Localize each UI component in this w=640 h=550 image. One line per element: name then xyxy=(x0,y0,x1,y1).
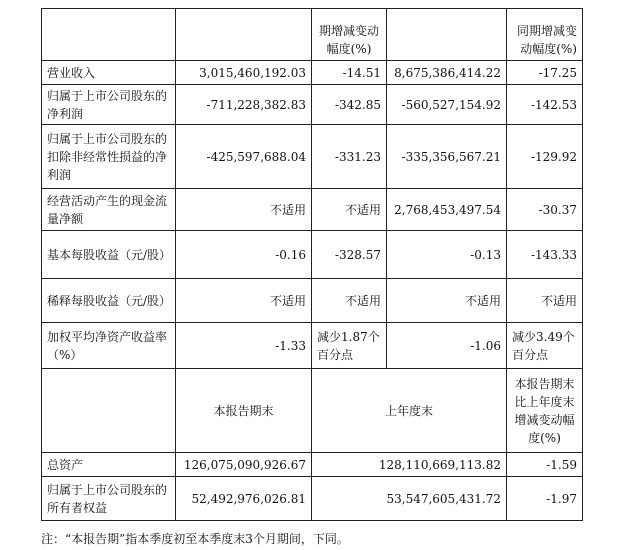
row-label: 基本每股收益（元/股） xyxy=(42,231,176,279)
footnote: 注：“本报告期”指本季度初至本季度末3个月期间，下同。 xyxy=(41,532,349,546)
financial-table xyxy=(41,8,583,521)
cell-value: 减少3.49个百分点 xyxy=(507,323,583,369)
cell-value: 53,547,605,431.72 xyxy=(312,477,507,521)
header-empty-label xyxy=(42,9,176,61)
table-row xyxy=(42,125,583,189)
header-prior-year-end: 上年度末 xyxy=(312,369,507,453)
cell-value: -711,228,382.83 xyxy=(176,85,312,125)
cell-value: 不适用 xyxy=(387,279,507,323)
cell-value: -142.53 xyxy=(507,85,583,125)
cell-value: -30.37 xyxy=(507,189,583,231)
cell-value: 减少1.87个百分点 xyxy=(312,323,387,369)
table-row xyxy=(42,85,583,125)
cell-value: 不适用 xyxy=(312,279,387,323)
cell-value: -342.85 xyxy=(312,85,387,125)
table-header-row xyxy=(42,9,583,61)
cell-value: -1.97 xyxy=(507,477,583,521)
cell-value: 不适用 xyxy=(507,279,583,323)
table-row xyxy=(42,279,583,323)
cell-value: -331.23 xyxy=(312,125,387,189)
header-change-period: 期增减变动幅度(%) xyxy=(312,9,387,61)
row-label: 归属于上市公司股东的净利润 xyxy=(42,85,176,125)
header-period-end: 本报告期末 xyxy=(176,369,312,453)
table-row xyxy=(42,323,583,369)
row-label: 营业收入 xyxy=(42,61,176,85)
cell-value: -14.51 xyxy=(312,61,387,85)
cell-value: -328.57 xyxy=(312,231,387,279)
cell-value: -560,527,154.92 xyxy=(387,85,507,125)
table-row xyxy=(42,231,583,279)
header-empty-current xyxy=(176,9,312,61)
row-label: 归属于上市公司股东的所有者权益 xyxy=(42,477,176,521)
cell-value: -129.92 xyxy=(507,125,583,189)
cell-value: 不适用 xyxy=(312,189,387,231)
table-row xyxy=(42,189,583,231)
cell-value: 128,110,669,113.82 xyxy=(312,453,507,477)
cell-value: -143.33 xyxy=(507,231,583,279)
cell-value: 不适用 xyxy=(176,279,312,323)
cell-value: 126,075,090,926.67 xyxy=(176,453,312,477)
cell-value: 8,675,386,414.22 xyxy=(387,61,507,85)
cell-value: -17.25 xyxy=(507,61,583,85)
row-label: 经营活动产生的现金流量净额 xyxy=(42,189,176,231)
header-change-ytd: 同期增减变动幅度(%) xyxy=(507,9,583,61)
table-header-row xyxy=(42,369,583,453)
row-label: 加权平均净资产收益率（%） xyxy=(42,323,176,369)
cell-value: -1.06 xyxy=(387,323,507,369)
header-change-pct: 本报告期末比上年度末增减变动幅度(%) xyxy=(507,369,583,453)
header-empty-ytd xyxy=(387,9,507,61)
cell-value: -425,597,688.04 xyxy=(176,125,312,189)
cell-value: -1.59 xyxy=(507,453,583,477)
cell-value: -335,356,567.21 xyxy=(387,125,507,189)
row-label: 总资产 xyxy=(42,453,176,477)
cell-value: 2,768,453,497.54 xyxy=(387,189,507,231)
cell-value: -0.13 xyxy=(387,231,507,279)
table-row xyxy=(42,61,583,85)
table-row xyxy=(42,453,583,477)
cell-value: 不适用 xyxy=(176,189,312,231)
table-row xyxy=(42,477,583,521)
cell-value: -0.16 xyxy=(176,231,312,279)
cell-value: 3,015,460,192.03 xyxy=(176,61,312,85)
cell-value: -1.33 xyxy=(176,323,312,369)
row-label: 归属于上市公司股东的扣除非经常性损益的净利润 xyxy=(42,125,176,189)
header-empty-label xyxy=(42,369,176,453)
row-label: 稀释每股收益（元/股） xyxy=(42,279,176,323)
cell-value: 52,492,976,026.81 xyxy=(176,477,312,521)
